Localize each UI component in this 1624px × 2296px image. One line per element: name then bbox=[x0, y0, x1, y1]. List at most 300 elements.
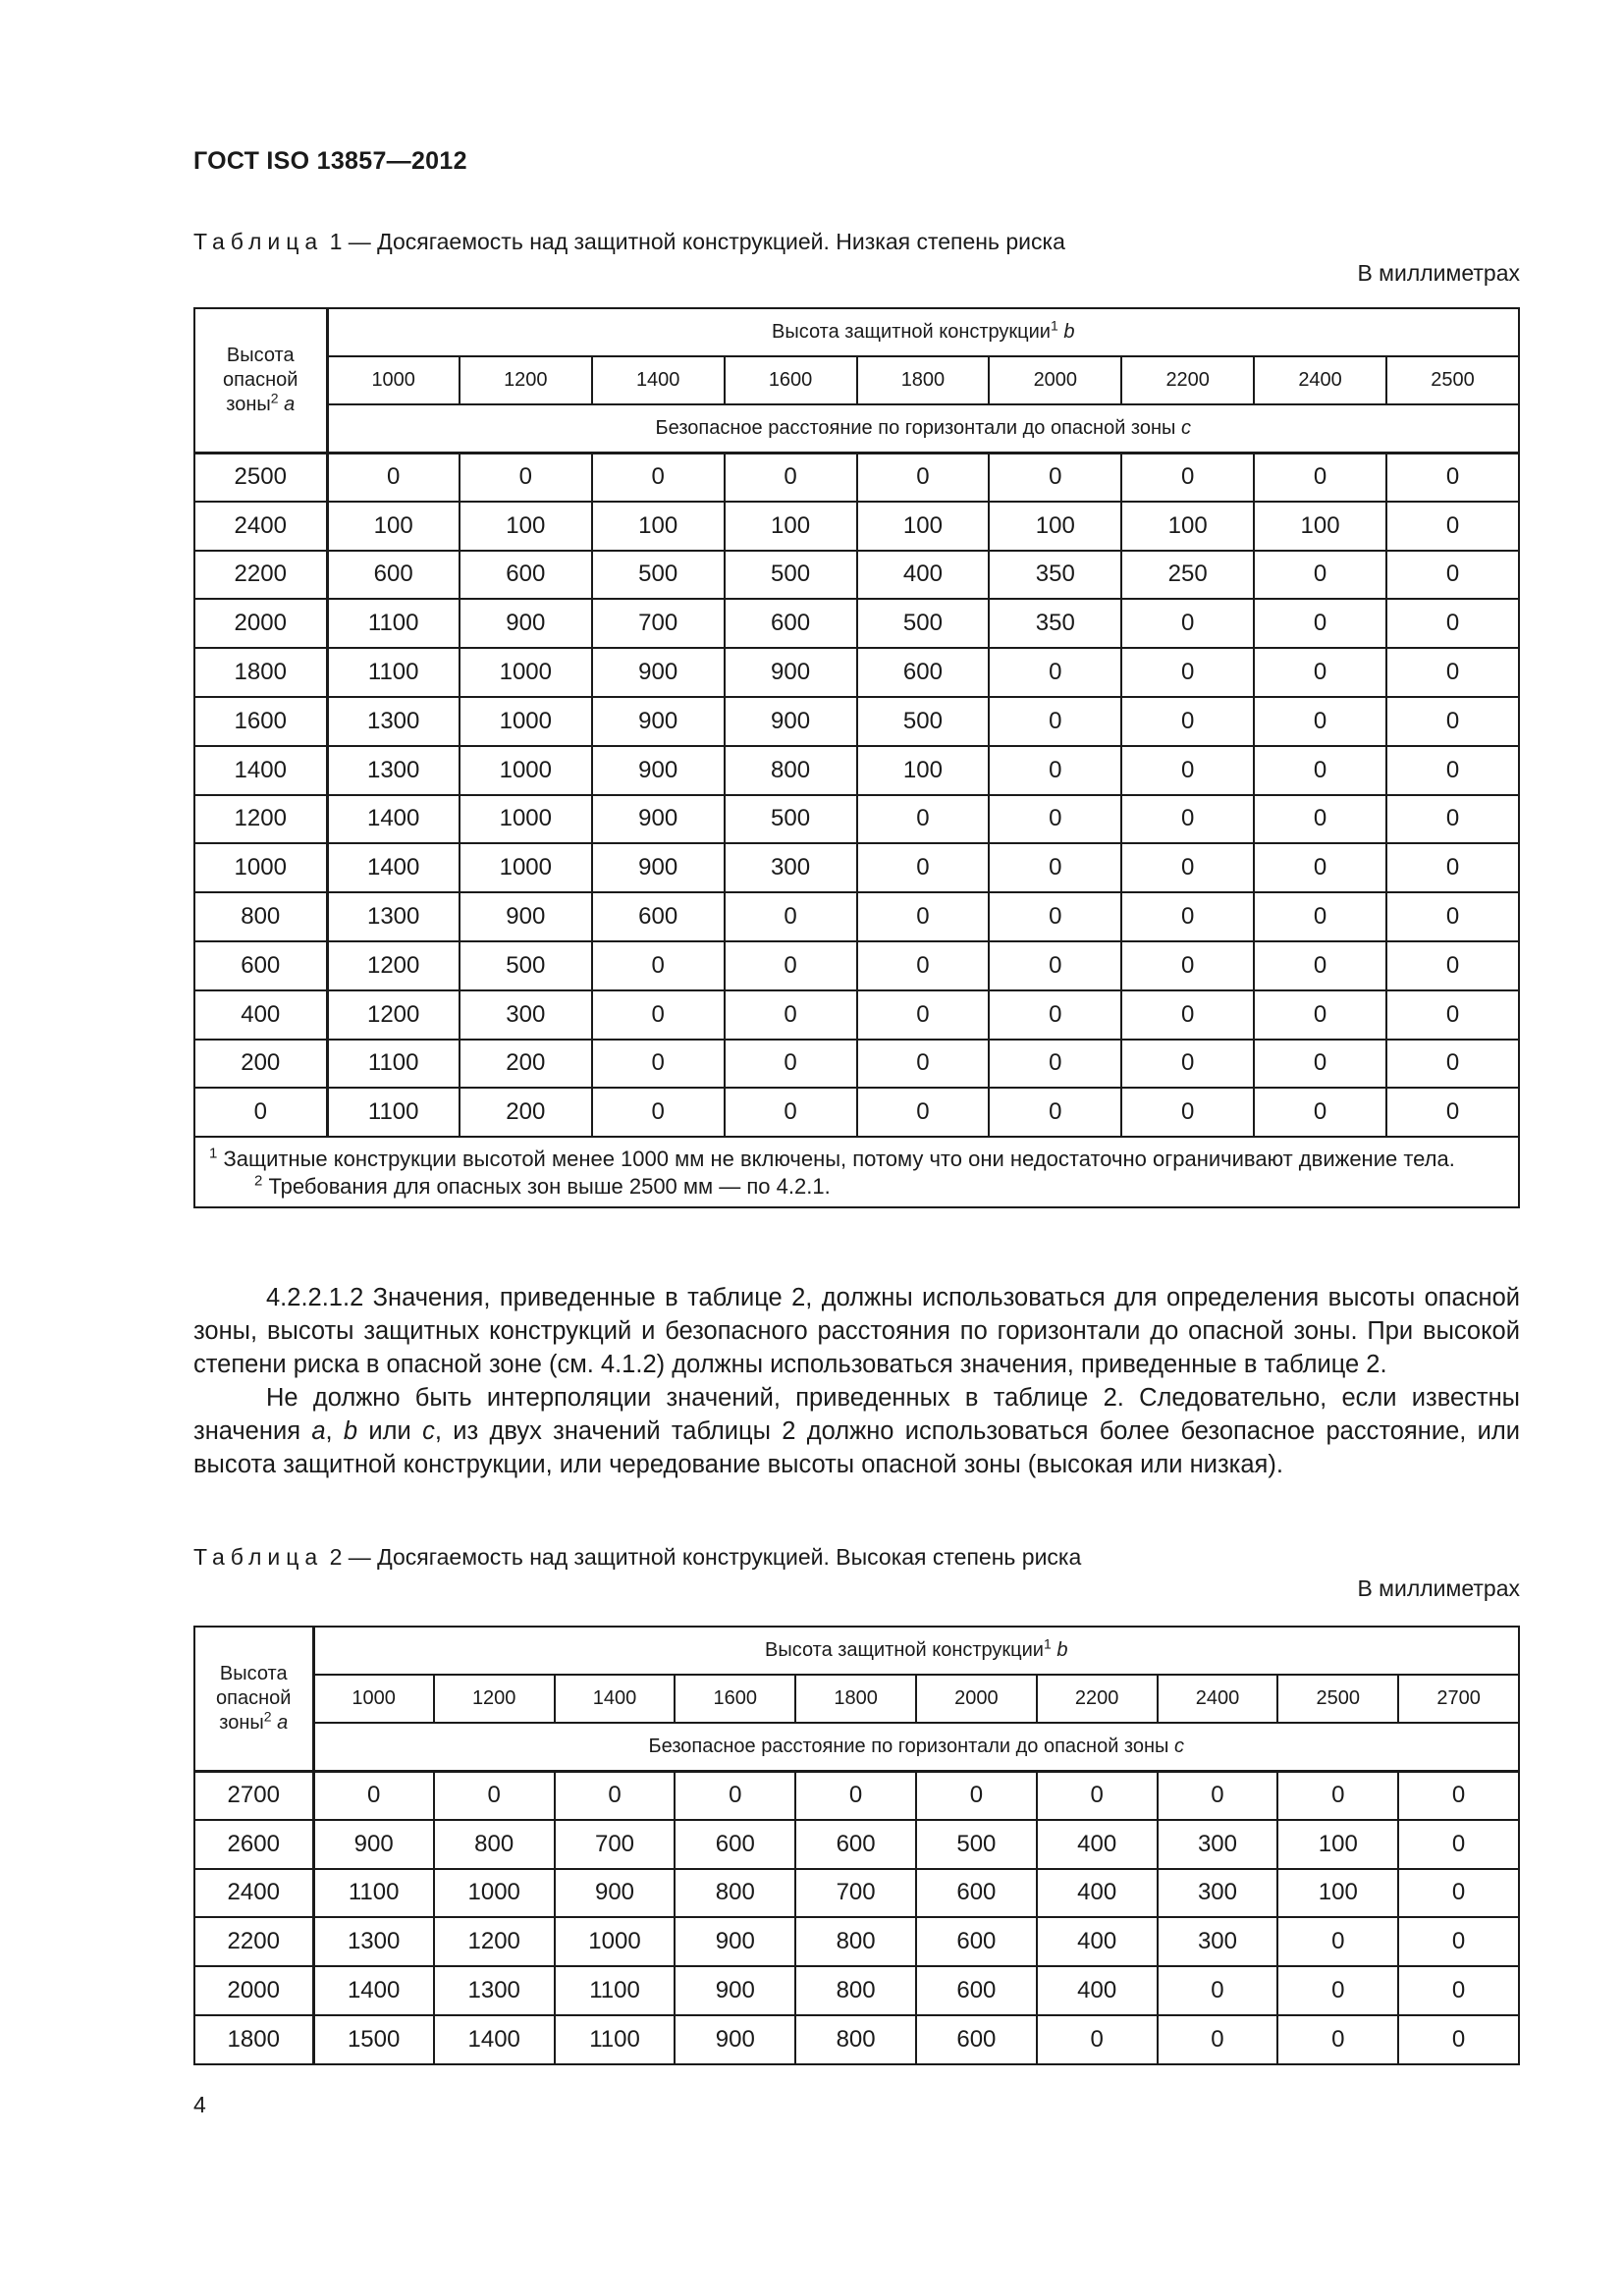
table1-units: В миллиметрах bbox=[1357, 260, 1520, 286]
table1-value-cell: 0 bbox=[1386, 843, 1519, 892]
table2-value-cell: 600 bbox=[916, 1869, 1037, 1918]
table1-value-cell: 0 bbox=[1386, 697, 1519, 746]
table1-column-header: 2400 bbox=[1254, 356, 1386, 404]
table2-value-cell: 0 bbox=[1158, 1771, 1278, 1820]
table2 bbox=[193, 1626, 1520, 2065]
table2-row-header bbox=[194, 1627, 313, 1771]
table1-row-height-cell: 1400 bbox=[194, 746, 327, 795]
table2-value-cell: 1000 bbox=[555, 1917, 676, 1966]
table1-row bbox=[194, 453, 1519, 502]
table1-value-cell: 0 bbox=[1254, 697, 1386, 746]
table1-value-cell: 0 bbox=[1254, 648, 1386, 697]
table2-row-height-cell: 2600 bbox=[194, 1820, 313, 1869]
table1-value-cell: 0 bbox=[989, 697, 1121, 746]
paragraph-interpolation bbox=[193, 1381, 1520, 1481]
table1-value-cell: 600 bbox=[725, 599, 857, 648]
table1-value-cell: 0 bbox=[989, 990, 1121, 1040]
table1-value-cell: 1000 bbox=[460, 795, 592, 844]
table2-value-cell: 0 bbox=[1277, 1966, 1398, 2015]
table2-value-cell: 1100 bbox=[555, 2015, 676, 2064]
table1-value-cell: 0 bbox=[857, 1088, 990, 1137]
table2-row-height-cell: 2000 bbox=[194, 1966, 313, 2015]
table1-column-header: 2500 bbox=[1386, 356, 1519, 404]
table2-caption-title: 2 — Досягаемость над защитной конструкцией. Высокая степень риска bbox=[323, 1544, 1082, 1570]
table2-value-cell: 500 bbox=[916, 1820, 1037, 1869]
table1-column-group-title: Высота защитной конструкции bbox=[772, 321, 1051, 343]
table1-row bbox=[194, 599, 1519, 648]
footnote-2 bbox=[209, 1173, 1506, 1201]
footnote-1 bbox=[209, 1146, 1506, 1173]
table1-value-cell: 0 bbox=[460, 453, 592, 502]
body-text bbox=[193, 1281, 1520, 1481]
table1-value-cell: 100 bbox=[989, 502, 1121, 551]
table1-value-cell: 900 bbox=[592, 843, 725, 892]
table2-column-header: 1800 bbox=[795, 1675, 916, 1723]
table1-column-header: 1400 bbox=[592, 356, 725, 404]
table1-row-height-cell: 2400 bbox=[194, 502, 327, 551]
table2-column-header: 2700 bbox=[1398, 1675, 1519, 1723]
table1-row-header-sup: 2 bbox=[270, 390, 279, 406]
table2-row bbox=[194, 1869, 1519, 1918]
table2-value-cell: 700 bbox=[555, 1820, 676, 1869]
table2-row-height-cell: 2700 bbox=[194, 1771, 313, 1820]
table1-value-cell: 0 bbox=[989, 795, 1121, 844]
table1-row-height-cell: 2200 bbox=[194, 551, 327, 600]
table1-column-header: 1600 bbox=[725, 356, 857, 404]
table2-value-cell: 0 bbox=[434, 1771, 555, 1820]
table2-value-cell: 700 bbox=[795, 1869, 916, 1918]
table1-value-cell: 100 bbox=[857, 746, 990, 795]
table1-value-cell: 0 bbox=[725, 990, 857, 1040]
table2-row bbox=[194, 1820, 1519, 1869]
table1-value-cell: 0 bbox=[989, 1040, 1121, 1089]
table1-row-height-cell: 0 bbox=[194, 1088, 327, 1137]
table1-row-header-line1: Высота bbox=[226, 344, 295, 366]
table2-value-cell: 0 bbox=[1398, 1820, 1519, 1869]
table1-value-cell: 1100 bbox=[327, 599, 460, 648]
table1-row-height-cell: 2500 bbox=[194, 453, 327, 502]
table1-value-cell: 0 bbox=[857, 941, 990, 990]
table1-value-cell: 0 bbox=[1254, 1040, 1386, 1089]
table2-value-cell: 100 bbox=[1277, 1869, 1398, 1918]
table2-value-cell: 0 bbox=[555, 1771, 676, 1820]
table1-value-cell: 1300 bbox=[327, 697, 460, 746]
table2-row-header-line2: опасной bbox=[216, 1686, 292, 1709]
table1-value-cell: 0 bbox=[1254, 795, 1386, 844]
table2-column-header: 1600 bbox=[675, 1675, 795, 1723]
table2-row-height-cell: 2400 bbox=[194, 1869, 313, 1918]
table1-value-cell: 0 bbox=[1254, 892, 1386, 941]
table1-value-cell: 100 bbox=[460, 502, 592, 551]
table1-value-cell: 1400 bbox=[327, 795, 460, 844]
table1-value-cell: 900 bbox=[592, 746, 725, 795]
table2-value-cell: 0 bbox=[1398, 2015, 1519, 2064]
table1-value-cell: 600 bbox=[460, 551, 592, 600]
table1-row bbox=[194, 843, 1519, 892]
table1-value-cell: 100 bbox=[592, 502, 725, 551]
table2-row-header-line1: Высота bbox=[219, 1662, 288, 1684]
table2-value-cell: 1400 bbox=[434, 2015, 555, 2064]
table1-value-cell: 0 bbox=[1254, 843, 1386, 892]
table1-value-cell: 0 bbox=[1121, 795, 1254, 844]
footnote-1-text: Защитные конструкции высотой менее 1000 мм не включены, потому что они недостаточно ограничивают движение тела. bbox=[217, 1147, 1455, 1172]
table1-value-cell: 500 bbox=[725, 795, 857, 844]
table2-value-cell: 0 bbox=[1398, 1917, 1519, 1966]
table1-value-cell: 900 bbox=[460, 892, 592, 941]
table2-value-cell: 800 bbox=[795, 1966, 916, 2015]
table2-value-cell: 400 bbox=[1037, 1869, 1158, 1918]
table1-value-cell: 1000 bbox=[460, 843, 592, 892]
table1-value-cell: 0 bbox=[857, 990, 990, 1040]
table2-value-cell: 0 bbox=[1398, 1869, 1519, 1918]
table1-value-cell: 1100 bbox=[327, 1088, 460, 1137]
table1-value-cell: 0 bbox=[1386, 551, 1519, 600]
table2-value-cell: 0 bbox=[1037, 1771, 1158, 1820]
table1-value-cell: 0 bbox=[1121, 599, 1254, 648]
table1-value-cell: 300 bbox=[725, 843, 857, 892]
table1-value-cell: 0 bbox=[1254, 551, 1386, 600]
table1-column-group-header bbox=[327, 308, 1519, 356]
table1-value-cell: 0 bbox=[592, 990, 725, 1040]
table2-row-header-var: a bbox=[277, 1711, 289, 1734]
table2-value-cell: 0 bbox=[916, 1771, 1037, 1820]
table1-value-cell: 0 bbox=[1386, 892, 1519, 941]
table1-value-cell: 1300 bbox=[327, 746, 460, 795]
table2-distance-header bbox=[313, 1723, 1519, 1771]
table1-value-cell: 0 bbox=[989, 453, 1121, 502]
table1-value-cell: 0 bbox=[725, 1088, 857, 1137]
table1-column-group-sup: 1 bbox=[1050, 317, 1058, 334]
table2-value-cell: 0 bbox=[795, 1771, 916, 1820]
table1-value-cell: 250 bbox=[1121, 551, 1254, 600]
table1-value-cell: 900 bbox=[725, 697, 857, 746]
table2-value-cell: 900 bbox=[675, 2015, 795, 2064]
footnote-2-marker: 2 bbox=[254, 1172, 263, 1190]
table1-value-cell: 1400 bbox=[327, 843, 460, 892]
table2-value-cell: 600 bbox=[675, 1820, 795, 1869]
table2-row bbox=[194, 2015, 1519, 2064]
table2-value-cell: 100 bbox=[1277, 1820, 1398, 1869]
table1-value-cell: 0 bbox=[1121, 453, 1254, 502]
table2-column-header: 2500 bbox=[1277, 1675, 1398, 1723]
table2-distance-title: Безопасное расстояние по горизонтали до опасной зоны bbox=[648, 1735, 1169, 1757]
table1-value-cell: 0 bbox=[1121, 941, 1254, 990]
table2-column-header: 1000 bbox=[313, 1675, 434, 1723]
table2-value-cell: 400 bbox=[1037, 1966, 1158, 2015]
table1-value-cell: 0 bbox=[725, 453, 857, 502]
table2-value-cell: 300 bbox=[1158, 1869, 1278, 1918]
table1-value-cell: 0 bbox=[989, 941, 1121, 990]
table2-row-header-line3: зоны bbox=[219, 1711, 264, 1734]
separator-or: или bbox=[357, 1417, 423, 1445]
table1-value-cell: 100 bbox=[327, 502, 460, 551]
table1-value-cell: 900 bbox=[592, 697, 725, 746]
table1-value-cell: 0 bbox=[989, 892, 1121, 941]
table1-row-height-cell: 1000 bbox=[194, 843, 327, 892]
paragraph-4-2-2-1-2: 4.2.2.1.2 Значения, приведенные в таблице 2, должны использоваться для определения высоты опасной зоны, высоты защитных конструкций и безопасного расстояния по горизонтали до опасной зоны. При высокой степени риска в опасной зоне (см. 4.1.2) должны использоваться значения, приведенные в таблице 2. bbox=[193, 1284, 1520, 1378]
table1-value-cell: 0 bbox=[1121, 746, 1254, 795]
table1-footnotes bbox=[194, 1137, 1519, 1207]
table1-value-cell: 0 bbox=[1386, 795, 1519, 844]
table1-value-cell: 0 bbox=[857, 453, 990, 502]
table2-value-cell: 900 bbox=[675, 1966, 795, 2015]
table2-value-cell: 300 bbox=[1158, 1820, 1278, 1869]
table1-row-height-cell: 400 bbox=[194, 990, 327, 1040]
table1-row bbox=[194, 648, 1519, 697]
table1-row-header-var: a bbox=[284, 393, 296, 415]
table2-value-cell: 400 bbox=[1037, 1917, 1158, 1966]
table2-column-group-var: b bbox=[1056, 1639, 1068, 1661]
table1-value-cell: 0 bbox=[1121, 648, 1254, 697]
table1-distance-var: c bbox=[1180, 416, 1191, 439]
table1-value-cell: 1300 bbox=[327, 892, 460, 941]
table2-row bbox=[194, 1917, 1519, 1966]
table2-value-cell: 800 bbox=[795, 2015, 916, 2064]
table2-column-header: 1200 bbox=[434, 1675, 555, 1723]
table1-value-cell: 0 bbox=[857, 843, 990, 892]
table1-row-header-line3: зоны bbox=[226, 393, 271, 415]
table1-value-cell: 1100 bbox=[327, 648, 460, 697]
table2-value-cell: 0 bbox=[1037, 2015, 1158, 2064]
table1-value-cell: 0 bbox=[327, 453, 460, 502]
table2-row bbox=[194, 1771, 1519, 1820]
table2-value-cell: 600 bbox=[916, 2015, 1037, 2064]
table2-value-cell: 1200 bbox=[434, 1917, 555, 1966]
table1-value-cell: 0 bbox=[592, 453, 725, 502]
table1-row-height-cell: 600 bbox=[194, 941, 327, 990]
table1-row bbox=[194, 697, 1519, 746]
table2-value-cell: 1100 bbox=[555, 1966, 676, 2015]
var-c: c bbox=[422, 1417, 435, 1445]
table2-value-cell: 0 bbox=[1398, 1771, 1519, 1820]
table2-value-cell: 0 bbox=[1398, 1966, 1519, 2015]
table1-caption-title: 1 — Досягаемость над защитной конструкцией. Низкая степень риска bbox=[323, 229, 1065, 254]
table1-column-header: 2200 bbox=[1121, 356, 1254, 404]
table2-units: В миллиметрах bbox=[1357, 1575, 1520, 1601]
table1-caption-label: Таблица bbox=[193, 229, 324, 254]
table2-column-header: 2000 bbox=[916, 1675, 1037, 1723]
table1-row bbox=[194, 1088, 1519, 1137]
table1-value-cell: 0 bbox=[1386, 502, 1519, 551]
table1-value-cell: 0 bbox=[1254, 746, 1386, 795]
table2-value-cell: 800 bbox=[795, 1917, 916, 1966]
table1-value-cell: 0 bbox=[1386, 941, 1519, 990]
table1-value-cell: 350 bbox=[989, 551, 1121, 600]
table2-column-header: 2200 bbox=[1037, 1675, 1158, 1723]
table1-row-header-line2: опасной bbox=[223, 368, 298, 391]
table1-value-cell: 350 bbox=[989, 599, 1121, 648]
table2-value-cell: 1300 bbox=[434, 1966, 555, 2015]
table1-value-cell: 1000 bbox=[460, 648, 592, 697]
table1-value-cell: 600 bbox=[857, 648, 990, 697]
table2-row-height-cell: 1800 bbox=[194, 2015, 313, 2064]
table1-value-cell: 0 bbox=[725, 941, 857, 990]
footnote-2-text: Требования для опасных зон выше 2500 мм — по 4.2.1. bbox=[262, 1174, 831, 1200]
table1-value-cell: 0 bbox=[857, 892, 990, 941]
table1-value-cell: 0 bbox=[1254, 941, 1386, 990]
table2-value-cell: 1000 bbox=[434, 1869, 555, 1918]
table1-column-group-var: b bbox=[1063, 321, 1075, 343]
table1-value-cell: 0 bbox=[989, 843, 1121, 892]
table1-value-cell: 0 bbox=[1386, 1088, 1519, 1137]
table2-column-header: 2400 bbox=[1158, 1675, 1278, 1723]
table1-row bbox=[194, 502, 1519, 551]
table1-value-cell: 0 bbox=[857, 1040, 990, 1089]
table2-value-cell: 0 bbox=[313, 1771, 434, 1820]
table1-value-cell: 1100 bbox=[327, 1040, 460, 1089]
table2-value-cell: 0 bbox=[1277, 1917, 1398, 1966]
table1-value-cell: 100 bbox=[857, 502, 990, 551]
footnote-1-marker: 1 bbox=[209, 1145, 218, 1162]
table1-value-cell: 0 bbox=[1121, 990, 1254, 1040]
table1-value-cell: 0 bbox=[1121, 697, 1254, 746]
table1-value-cell: 0 bbox=[725, 1040, 857, 1089]
table1-value-cell: 700 bbox=[592, 599, 725, 648]
table2-value-cell: 900 bbox=[675, 1917, 795, 1966]
table1-value-cell: 500 bbox=[857, 599, 990, 648]
table1-value-cell: 0 bbox=[1386, 990, 1519, 1040]
table1-row-height-cell: 200 bbox=[194, 1040, 327, 1089]
table1-value-cell: 300 bbox=[460, 990, 592, 1040]
table2-value-cell: 400 bbox=[1037, 1820, 1158, 1869]
table2-value-cell: 1300 bbox=[313, 1917, 434, 1966]
table1-row bbox=[194, 746, 1519, 795]
table2-value-cell: 300 bbox=[1158, 1917, 1278, 1966]
table2-value-cell: 1400 bbox=[313, 1966, 434, 2015]
table1-value-cell: 0 bbox=[989, 746, 1121, 795]
table1-row-header bbox=[194, 308, 327, 453]
table1-value-cell: 0 bbox=[1386, 648, 1519, 697]
table2-value-cell: 800 bbox=[434, 1820, 555, 1869]
table1-value-cell: 900 bbox=[460, 599, 592, 648]
table1-row-height-cell: 1600 bbox=[194, 697, 327, 746]
table1-value-cell: 0 bbox=[1121, 892, 1254, 941]
table1-row bbox=[194, 990, 1519, 1040]
table1-value-cell: 1200 bbox=[327, 941, 460, 990]
table1-value-cell: 200 bbox=[460, 1088, 592, 1137]
table1-row bbox=[194, 551, 1519, 600]
table1-column-header: 1800 bbox=[857, 356, 990, 404]
table2-value-cell: 800 bbox=[675, 1869, 795, 1918]
table2-value-cell: 900 bbox=[555, 1869, 676, 1918]
paragraph-interpolation-part1: Не должно быть интерполяции значений, приведенных в таблице 2. Следовательно, если известны значения bbox=[193, 1384, 1520, 1445]
table2-row-height-cell: 2200 bbox=[194, 1917, 313, 1966]
table1-value-cell: 800 bbox=[725, 746, 857, 795]
page-number: 4 bbox=[193, 2092, 206, 2117]
table1-value-cell: 1200 bbox=[327, 990, 460, 1040]
table2-value-cell: 1500 bbox=[313, 2015, 434, 2064]
table1-value-cell: 0 bbox=[1254, 1088, 1386, 1137]
var-b: b bbox=[343, 1417, 358, 1445]
table1-value-cell: 400 bbox=[857, 551, 990, 600]
table2-column-group-title: Высота защитной конструкции bbox=[765, 1639, 1044, 1661]
table1-value-cell: 0 bbox=[857, 795, 990, 844]
table2-caption-label: Таблица bbox=[193, 1544, 324, 1570]
table1-value-cell: 0 bbox=[1254, 453, 1386, 502]
table2-value-cell: 0 bbox=[1158, 2015, 1278, 2064]
table1-value-cell: 500 bbox=[460, 941, 592, 990]
table2-column-header: 1400 bbox=[555, 1675, 676, 1723]
table1-value-cell: 0 bbox=[989, 648, 1121, 697]
table1-value-cell: 600 bbox=[592, 892, 725, 941]
table1-row-height-cell: 800 bbox=[194, 892, 327, 941]
table2-row bbox=[194, 1966, 1519, 2015]
var-a: a bbox=[311, 1417, 326, 1445]
table2-column-group-sup: 1 bbox=[1043, 1635, 1052, 1652]
table1-row-height-cell: 1800 bbox=[194, 648, 327, 697]
table2-distance-var: c bbox=[1173, 1735, 1184, 1757]
table1-distance-title: Безопасное расстояние по горизонтали до опасной зоны bbox=[655, 416, 1176, 439]
table2-value-cell: 900 bbox=[313, 1820, 434, 1869]
table1-row bbox=[194, 892, 1519, 941]
table1-value-cell: 900 bbox=[592, 648, 725, 697]
table2-value-cell: 0 bbox=[675, 1771, 795, 1820]
table1-caption bbox=[193, 229, 1065, 255]
table1-value-cell: 100 bbox=[1121, 502, 1254, 551]
table1-value-cell: 0 bbox=[989, 1088, 1121, 1137]
table1-value-cell: 0 bbox=[1254, 599, 1386, 648]
table1-value-cell: 100 bbox=[1254, 502, 1386, 551]
table1-value-cell: 500 bbox=[592, 551, 725, 600]
table2-value-cell: 0 bbox=[1158, 1966, 1278, 2015]
table1-column-header: 1000 bbox=[327, 356, 460, 404]
document-id: ГОСТ ISO 13857—2012 bbox=[193, 147, 467, 175]
table1-value-cell: 0 bbox=[1254, 990, 1386, 1040]
table2-value-cell: 0 bbox=[1277, 1771, 1398, 1820]
table2-row-header-sup: 2 bbox=[263, 1708, 272, 1725]
table2-column-group-header bbox=[313, 1627, 1519, 1675]
table1-row bbox=[194, 1040, 1519, 1089]
table1-value-cell: 0 bbox=[1386, 1040, 1519, 1089]
table1-value-cell: 900 bbox=[592, 795, 725, 844]
table2-value-cell: 1100 bbox=[313, 1869, 434, 1918]
table1-value-cell: 500 bbox=[857, 697, 990, 746]
separator-comma: , bbox=[325, 1417, 344, 1445]
table2-value-cell: 0 bbox=[1277, 2015, 1398, 2064]
table1-value-cell: 200 bbox=[460, 1040, 592, 1089]
table1-value-cell: 0 bbox=[1121, 1088, 1254, 1137]
paragraph-interpolation-part2: , из двух значений таблицы 2 должно использоваться более безопасное расстояние, или высота защитной конструкции, или чередование высоты опасной зоны (высокая или низкая). bbox=[193, 1417, 1521, 1478]
table1-value-cell: 1000 bbox=[460, 697, 592, 746]
table1-value-cell: 0 bbox=[592, 941, 725, 990]
table1-row bbox=[194, 795, 1519, 844]
table1-value-cell: 0 bbox=[1121, 843, 1254, 892]
table1 bbox=[193, 307, 1520, 1208]
table1-value-cell: 100 bbox=[725, 502, 857, 551]
table2-caption bbox=[193, 1544, 1081, 1571]
table1-distance-header bbox=[327, 404, 1519, 453]
table1-row-height-cell: 1200 bbox=[194, 795, 327, 844]
table1-value-cell: 0 bbox=[1386, 453, 1519, 502]
table1-value-cell: 500 bbox=[725, 551, 857, 600]
table2-value-cell: 600 bbox=[916, 1966, 1037, 2015]
table1-value-cell: 900 bbox=[725, 648, 857, 697]
table1-row bbox=[194, 941, 1519, 990]
table1-value-cell: 0 bbox=[1121, 1040, 1254, 1089]
table1-value-cell: 600 bbox=[327, 551, 460, 600]
table1-value-cell: 0 bbox=[1386, 599, 1519, 648]
table2-value-cell: 600 bbox=[795, 1820, 916, 1869]
table1-value-cell: 0 bbox=[592, 1088, 725, 1137]
table1-value-cell: 1000 bbox=[460, 746, 592, 795]
table1-value-cell: 0 bbox=[725, 892, 857, 941]
table1-column-header: 1200 bbox=[460, 356, 592, 404]
table1-value-cell: 0 bbox=[592, 1040, 725, 1089]
table2-value-cell: 600 bbox=[916, 1917, 1037, 1966]
table1-value-cell: 0 bbox=[1386, 746, 1519, 795]
table1-row-height-cell: 2000 bbox=[194, 599, 327, 648]
table1-column-header: 2000 bbox=[989, 356, 1121, 404]
